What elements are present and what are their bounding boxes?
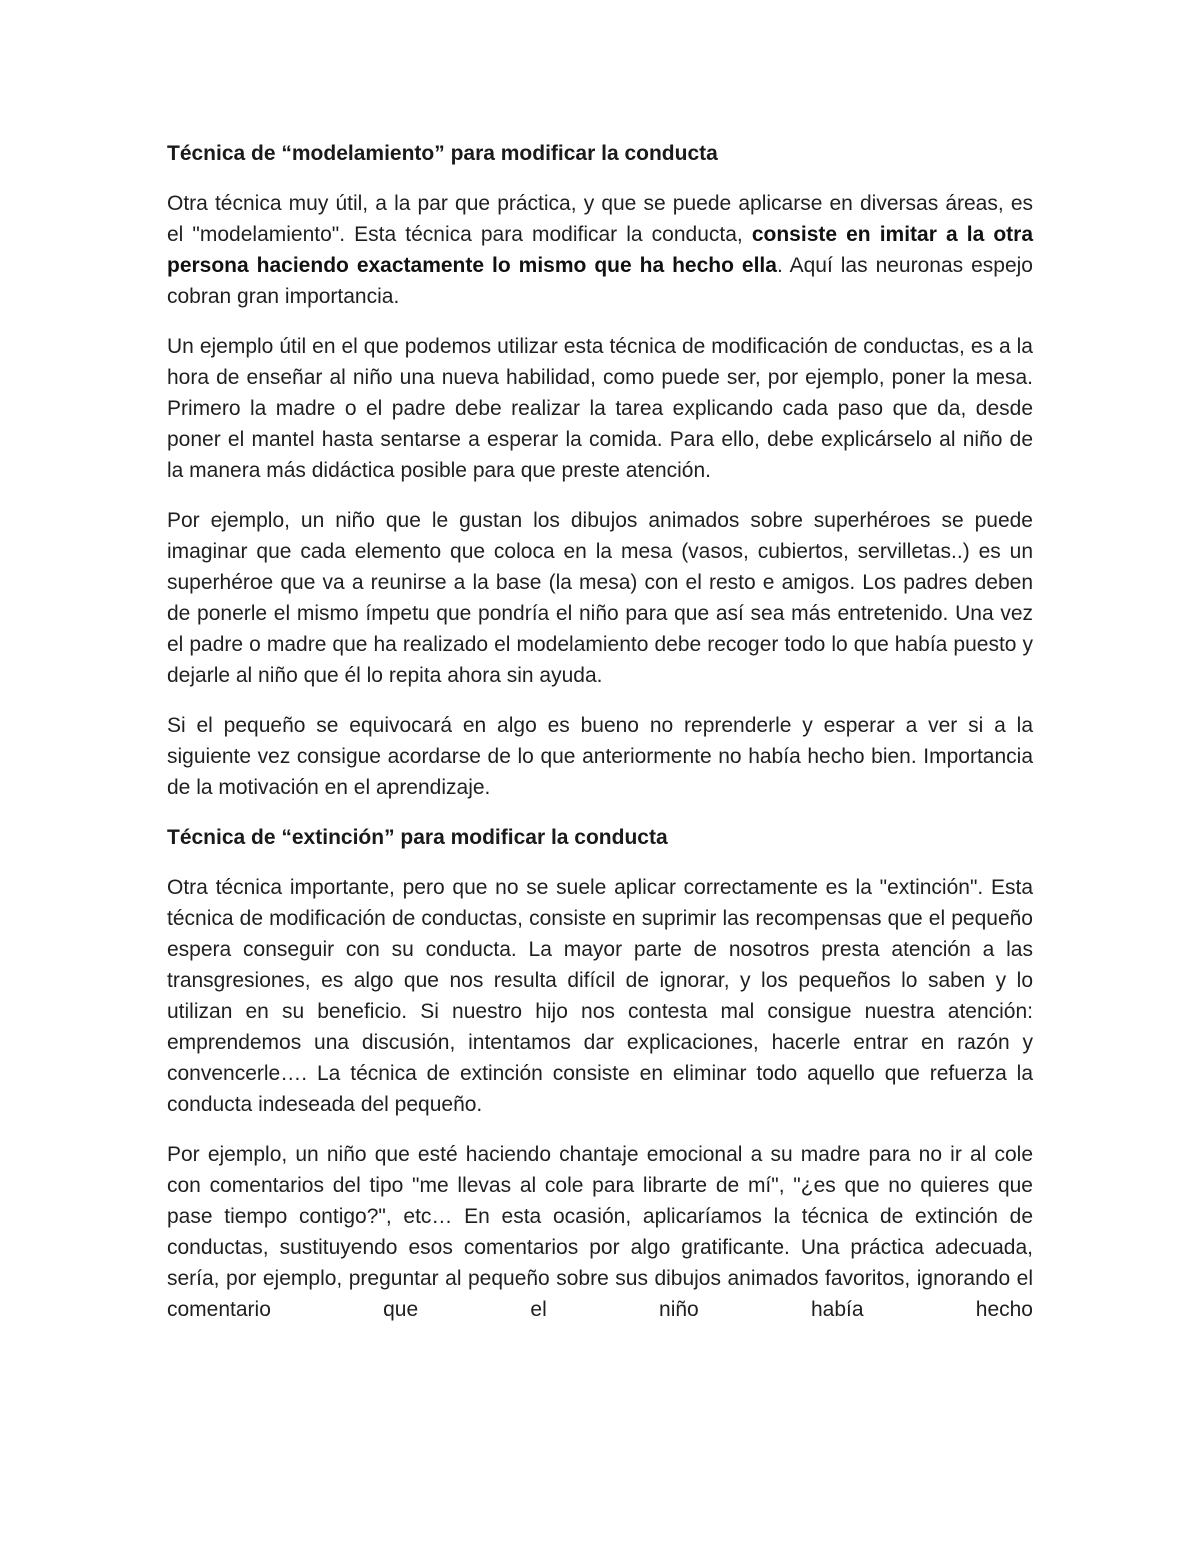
section-heading-extincion: Técnica de “extinción” para modificar la conducta: [167, 826, 668, 849]
section-heading-modelamiento: Técnica de “modelamiento” para modificar la conducta: [167, 142, 718, 165]
paragraph-text: . Aquí las neuronas espejo cobran gran importancia.: [167, 254, 1033, 308]
paragraph-modelamiento-example: Un ejemplo útil en el que podemos utilizar esta técnica de modificación de conductas, es a la hora de enseñar al niño una nueva habilidad, como puede ser, por ejemplo, poner la mesa. Primero la madre o el padre debe realizar la tarea explicando cada paso que da, desde poner el mantel hasta sentarse a esperar la comida. Para ello, debe explicárselo al niño de la manera más didáctica posible para que preste atención.: [167, 335, 1033, 482]
bold-emphasis: consiste en imitar a la otra persona haciendo exactamente lo mismo que ha hecho ella: [167, 223, 1034, 277]
paragraph-extincion-example: Por ejemplo, un niño que esté haciendo chantaje emocional a su madre para no ir al cole con comentarios del tipo "me llevas al cole para librarte de mí", "¿es que no quieres que pase tiempo contigo?", etc… En esta ocasión, aplicaríamos la técnica de extinción de conductas, sustituyendo esos comentarios por algo gratificante. Una práctica adecuada, sería, por ejemplo, preguntar al pequeño sobre sus dibujos animados favoritos, ignorando el comentario que el niño había hecho: [167, 1143, 1033, 1321]
document-page: [167, 138, 1033, 1344]
paragraph-modelamiento-intro: [167, 188, 1033, 312]
paragraph-text: Otra técnica muy útil, a la par que práctica, y que se puede aplicarse en diversas áreas, es el "modelamiento". Esta técnica para modificar la conducta,: [167, 192, 1033, 246]
paragraph-extincion-intro: Otra técnica importante, pero que no se suele aplicar correctamente es la "extinción". Esta técnica de modificación de conductas, consiste en suprimir las recompensas que el pequeño espera conseguir con su conducta. La mayor parte de nosotros presta atención a las transgresiones, es algo que nos resulta difícil de ignorar, y los pequeños lo saben y lo utilizan en su beneficio. Si nuestro hijo nos contesta mal consigue nuestra atención: emprendemos una discusión, intentamos dar explicaciones, hacerle entrar en razón y convencerle…. La técnica de extinción consiste en eliminar todo aquello que refuerza la conducta indeseada del pequeño.: [167, 876, 1033, 1116]
paragraph-correction-advice: Si el pequeño se equivocará en algo es bueno no reprenderle y esperar a ver si a la siguiente vez consigue acordarse de lo que anteriormente no había hecho bien. Importancia de la motivación en el aprendizaje.: [167, 714, 1033, 799]
paragraph-superheroes-example: Por ejemplo, un niño que le gustan los dibujos animados sobre superhéroes se puede imaginar que cada elemento que coloca en la mesa (vasos, cubiertos, servilletas..) es un superhéroe que va a reunirse a la base (la mesa) con el resto e amigos. Los padres deben de ponerle el mismo ímpetu que pondría el niño para que así sea más entretenido. Una vez el padre o madre que ha realizado el modelamiento debe recoger todo lo que había puesto y dejarle al niño que él lo repita ahora sin ayuda.: [167, 509, 1033, 687]
